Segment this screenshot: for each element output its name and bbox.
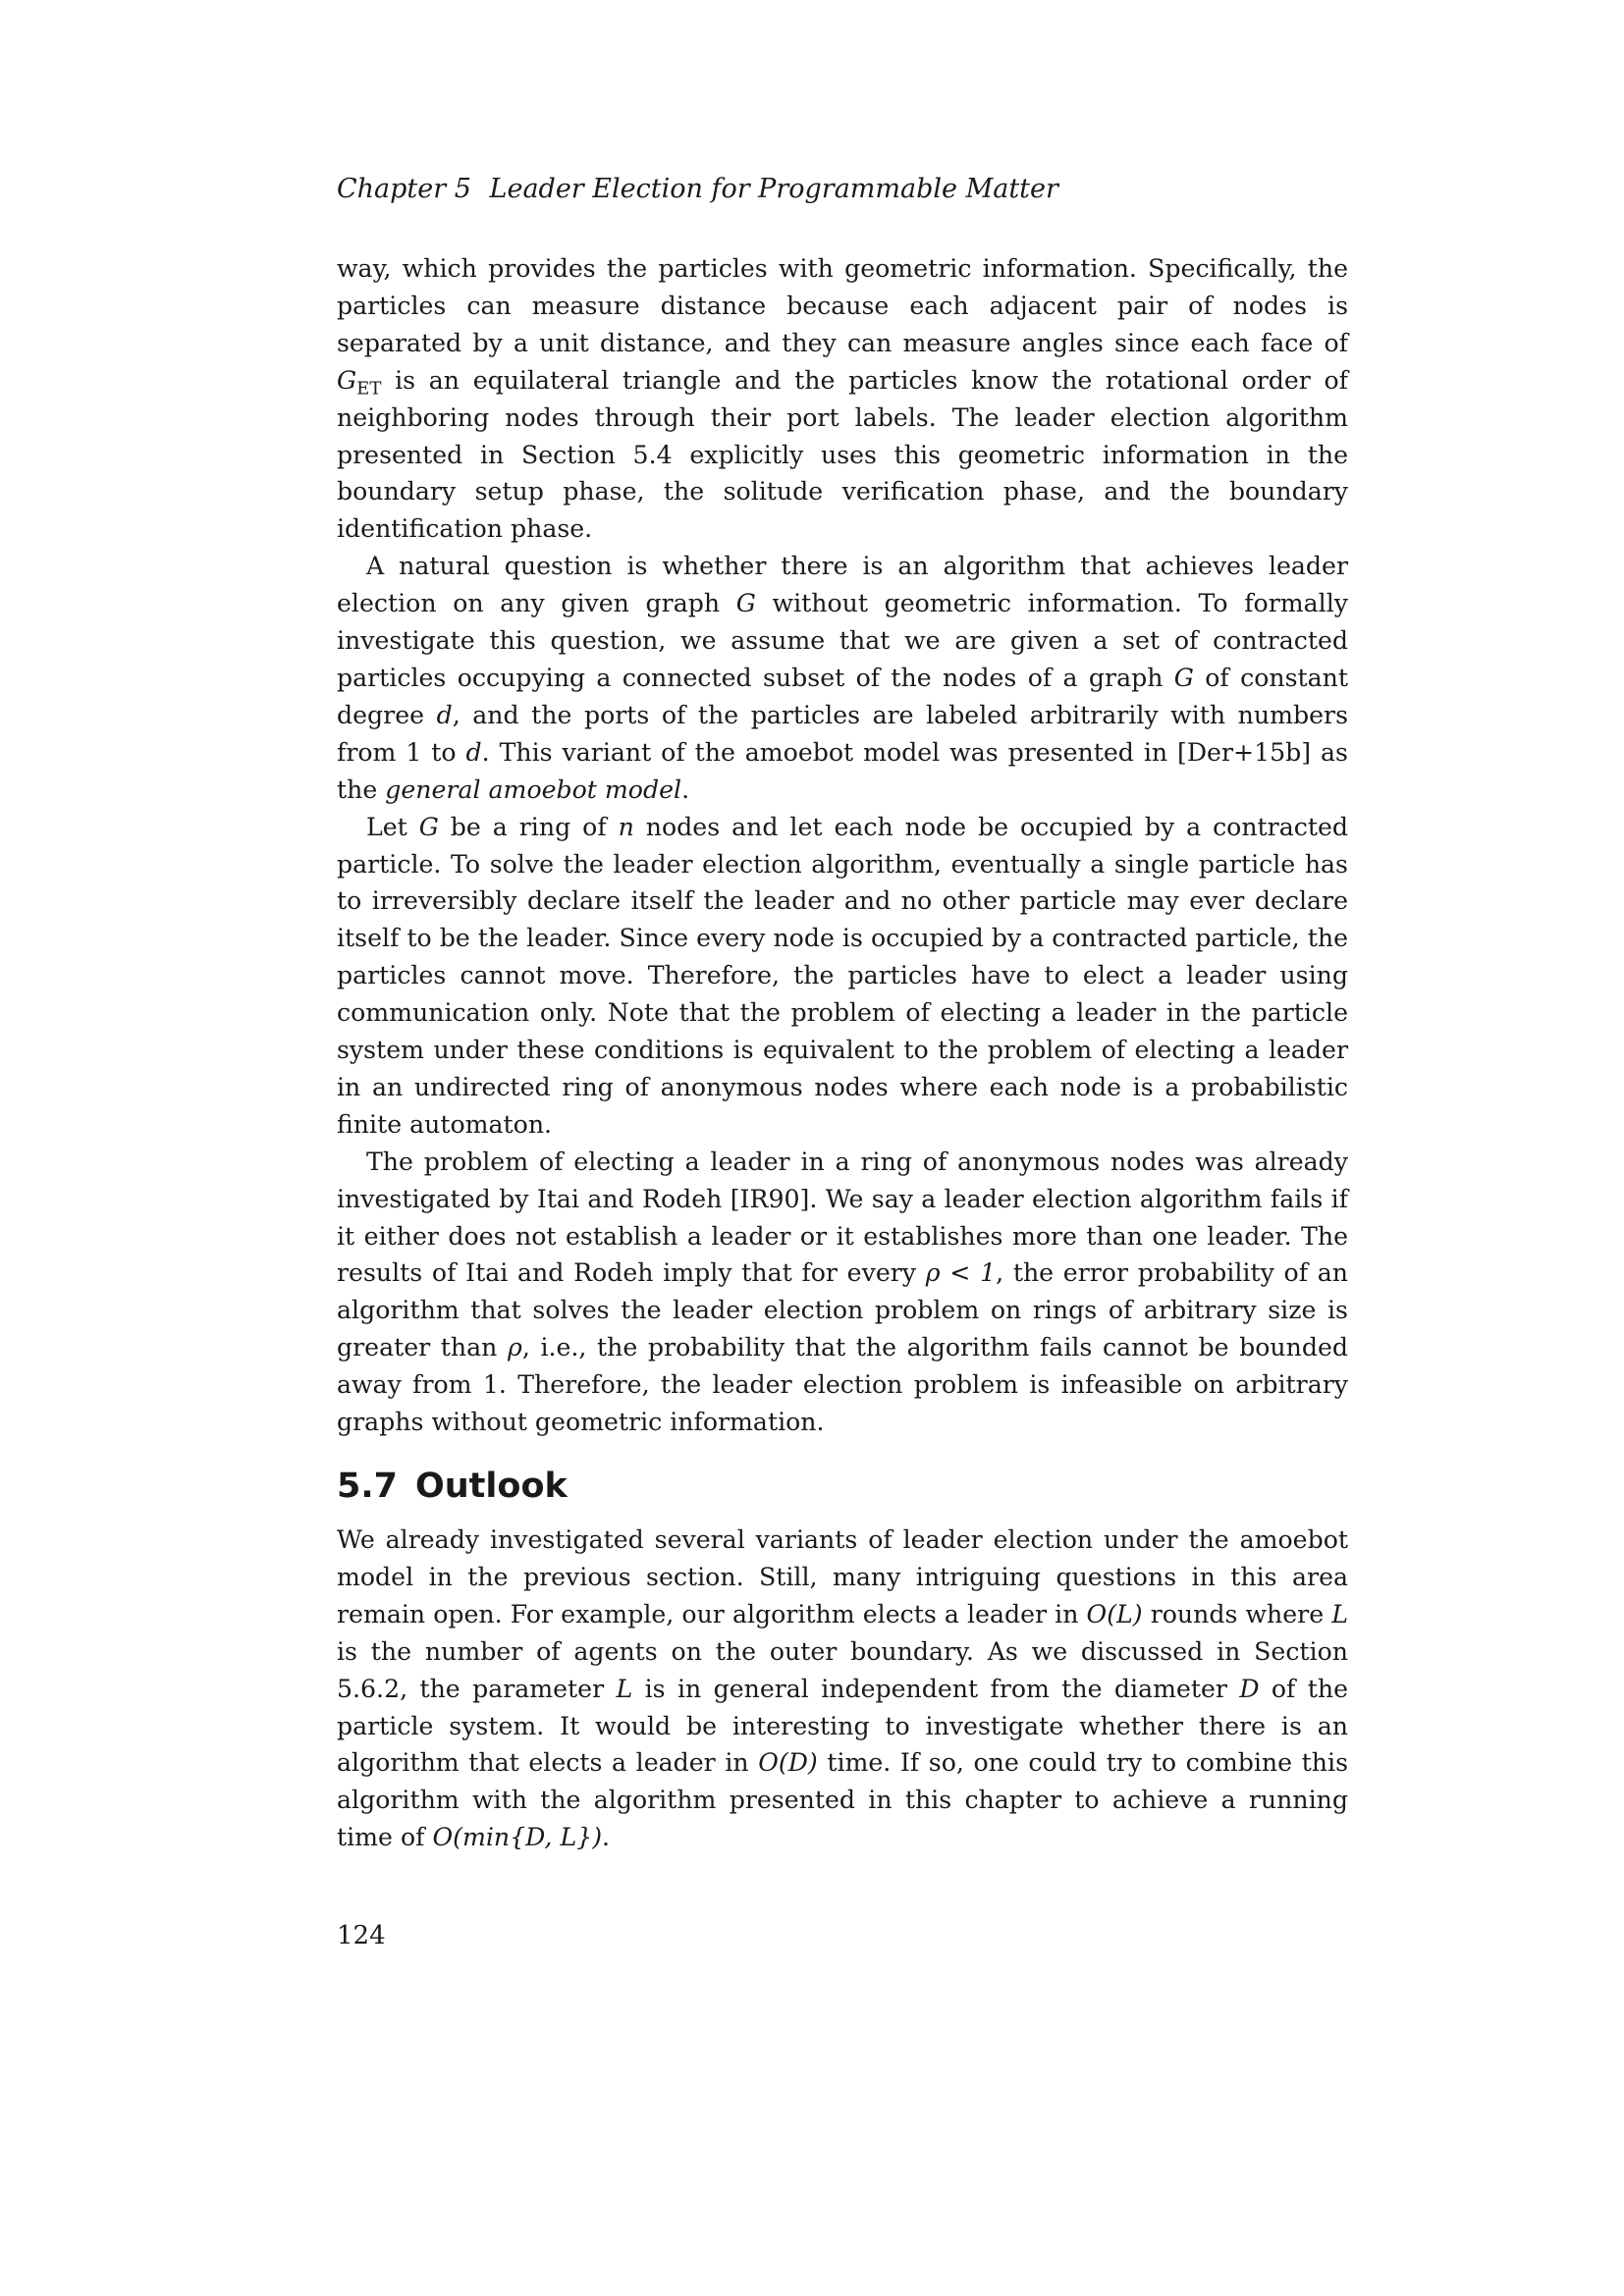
text-run: be a ring of: [438, 812, 619, 841]
text-run: A natural question is whether there is an algorithm that achieves leader election on any given graph: [337, 552, 1348, 618]
math-symbol: G: [735, 589, 756, 618]
section-title: Outlook: [415, 1467, 568, 1506]
text-run: is an equilateral triangle and the particles know the rotational order of neighboring nodes through their port labels. The leader election algorithm presented in Section 5.4 explicitly uses this geometric information in the boundary setup phase, the solitude verification phase, and the boundary identification phase.: [337, 365, 1348, 544]
body-text: [337, 250, 1348, 1856]
math-expression: O(L): [1086, 1599, 1143, 1629]
text-run: nodes and let each node be occupied by a contracted particle. To solve the leader election algorithm, eventually a single particle has to irreversibly declare itself the leader and no other particle may ever declare itself to be the leader. Since every node is occupied by a contracted particle, the particles cannot move. Therefore, the particles have to elect a leader using communication only. Note that the problem of electing a leader in the particle system under these conditions is equivalent to the problem of electing a leader in an undirected ring of anonymous nodes where each node is a probabilistic finite automaton.: [337, 812, 1348, 1139]
paragraph-5: [337, 1522, 1348, 1856]
chapter-title: Leader Election for Programmable Matter: [489, 174, 1058, 204]
text-run: , the error probability of an algorithm that solves the leader election problem on rings of arbitrary size is greater than: [337, 1258, 1348, 1362]
text-run: . This variant of the amoebot model was presented in [Der+15b] as the: [337, 737, 1348, 804]
math-symbol: L: [1331, 1599, 1348, 1629]
text-run: We already investigated several variants of leader election under the amoebot model in the previous section. Still, many intriguing questions in this area remain open. For example, our algorithm elects a leader in: [337, 1525, 1348, 1629]
text-run: is in general independent from the diameter: [632, 1674, 1240, 1703]
text-run: rounds where: [1142, 1599, 1332, 1629]
text-run: without geometric information. To formally investigate this question, we assume that we are given a set of contracted particles occupying a connected subset of the nodes of a graph: [337, 589, 1348, 692]
math-symbol: L: [616, 1674, 633, 1703]
text-run: , i.e., the probability that the algorithm fails cannot be bounded away from 1. Therefore, the leader election problem is infeasible on arbitrary graphs without geometric information.: [337, 1333, 1349, 1437]
math-symbol: d: [465, 737, 482, 767]
paragraph-4: [337, 1144, 1348, 1441]
text-run: Let: [366, 812, 419, 841]
text-run: , and the ports of the particles are labeled arbitrarily with numbers from 1 to: [337, 700, 1348, 767]
section-number: 5.7: [337, 1467, 399, 1506]
math-symbol: G: [1173, 663, 1194, 692]
math-expression: O(min{D, L}): [432, 1823, 603, 1852]
text-run: .: [602, 1823, 611, 1852]
text-run: of the particle system. It would be interesting to investigate whether there is an algorithm that elects a leader in: [337, 1674, 1348, 1778]
paragraph-3: [337, 809, 1348, 1144]
section-heading: [337, 1465, 1348, 1508]
text-run: .: [681, 774, 690, 804]
chapter-number: Chapter 5: [337, 174, 471, 204]
math-expression: O(D): [758, 1748, 818, 1778]
math-symbol: D: [1239, 1674, 1260, 1703]
math-subscript: ET: [356, 378, 382, 400]
math-symbol: ρ: [508, 1333, 522, 1362]
math-expression: ρ < 1: [925, 1258, 997, 1288]
text-run: time. If so, one could try to combine this algorithm with the algorithm presented in this chapter to achieve a running time of: [337, 1748, 1349, 1852]
paragraph-2: [337, 548, 1348, 808]
text-run: is the number of agents on the outer boundary. As we discussed in Section 5.6.2, the parameter: [337, 1636, 1348, 1703]
math-symbol: G: [418, 812, 439, 841]
text-run: The problem of electing a leader in a ring of anonymous nodes was already investigated by Itai and Rodeh [IR90]. We say a leader election algorithm fails if it either does not establish a leader or it establishes more than one leader. The results of Itai and Rodeh imply that for every: [337, 1147, 1348, 1288]
math-symbol: n: [618, 812, 634, 841]
running-header: [337, 172, 1348, 207]
page-number: 124: [337, 1921, 386, 1950]
math-symbol: d: [436, 700, 453, 729]
paragraph-1: [337, 250, 1348, 548]
emphasized-term: general amoebot model: [385, 774, 682, 804]
page-content: [337, 172, 1348, 1856]
math-symbol: G: [337, 365, 357, 395]
text-run: way, which provides the particles with geometric information. Specifically, the particles can measure distance because each adjacent pair of nodes is separated by a unit distance, and they can measure angles since each face of: [337, 254, 1348, 357]
text-run: of constant degree: [337, 663, 1348, 729]
